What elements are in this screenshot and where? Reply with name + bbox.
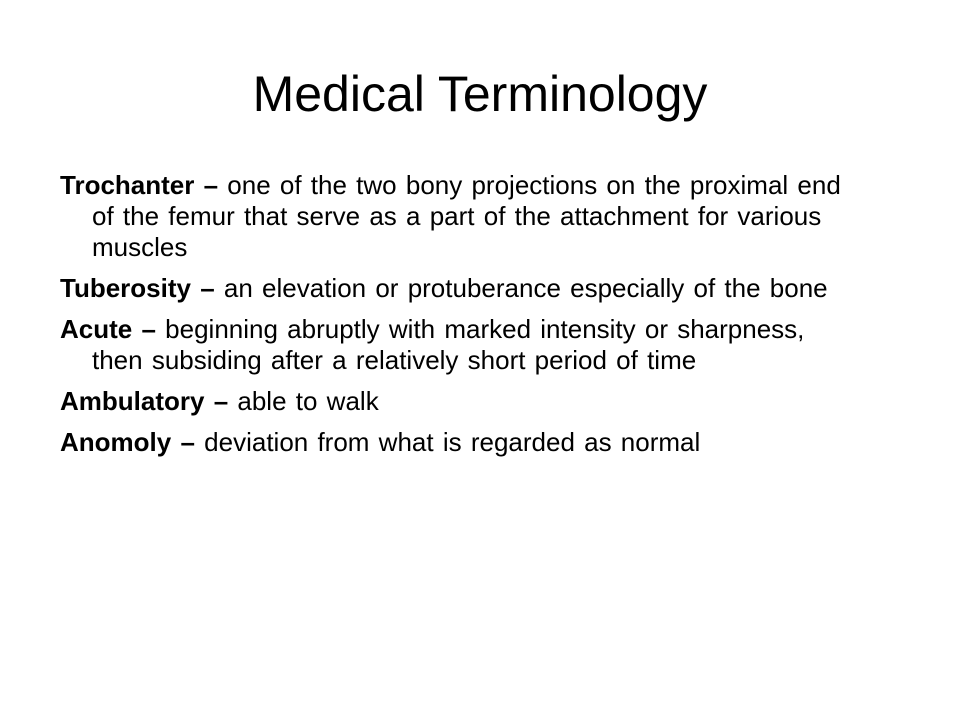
term-label: Anomoly bbox=[60, 427, 172, 457]
term-label: Trochanter bbox=[60, 170, 195, 200]
term-list bbox=[60, 170, 860, 468]
term-item-tuberosity bbox=[60, 273, 860, 304]
term-name bbox=[60, 314, 165, 344]
term-name bbox=[60, 427, 204, 457]
term-item-acute bbox=[60, 314, 860, 376]
term-definition: beginning abruptly with marked intensity or sharpness, then subsiding after a relatively short period of time bbox=[92, 314, 805, 375]
term-definition: one of the two bony projections on the proximal end of the femur that serve as a part of the attachment for various muscles bbox=[92, 170, 841, 262]
term-separator: – bbox=[204, 386, 238, 416]
term-name bbox=[60, 273, 224, 303]
term-definition: an elevation or protuberance especially of the bone bbox=[223, 273, 828, 303]
term-separator: – bbox=[132, 314, 166, 344]
slide-title: Medical Terminology bbox=[252, 66, 708, 122]
term-label: Acute bbox=[60, 314, 133, 344]
term-item-ambulatory bbox=[60, 386, 860, 417]
term-definition: deviation from what is regarded as normal bbox=[204, 427, 701, 457]
term-separator: – bbox=[190, 273, 224, 303]
term-item-trochanter bbox=[60, 170, 860, 263]
term-item-anomoly bbox=[60, 427, 860, 458]
term-definition: able to walk bbox=[237, 386, 379, 416]
term-separator: – bbox=[171, 427, 205, 457]
term-label: Ambulatory bbox=[60, 386, 205, 416]
term-label: Tuberosity bbox=[60, 273, 191, 303]
term-name bbox=[60, 170, 227, 200]
term-name bbox=[60, 386, 237, 416]
term-separator: – bbox=[194, 170, 228, 200]
